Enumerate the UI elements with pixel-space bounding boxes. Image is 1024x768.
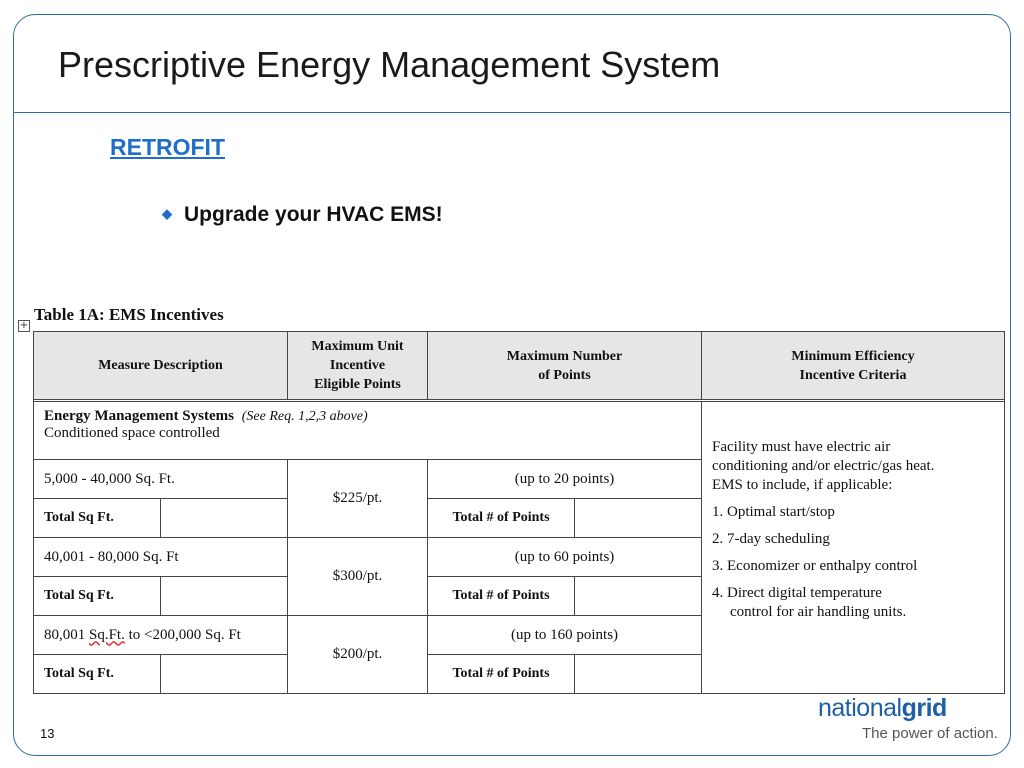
total-sqft-input[interactable] (161, 577, 288, 616)
header-max-number-points: Maximum Number of Points (428, 332, 702, 400)
tier-points-cell: (up to 60 points) (428, 538, 702, 577)
total-points-label: Total # of Points (428, 499, 575, 538)
ems-sub: Conditioned space controlled (44, 425, 220, 441)
tier-rate-cell: $225/pt. (288, 460, 428, 538)
header-min-efficiency-criteria: Minimum Efficiency Incentive Criteria (702, 332, 1005, 400)
total-sqft-label: Total Sq Ft. (34, 655, 161, 694)
tier-range-cell: 40,001 - 80,000 Sq. Ft (34, 538, 288, 577)
table-caption: Table 1A: EMS Incentives (34, 305, 224, 324)
criteria-intro-1: Facility must have electric air (712, 439, 891, 455)
header-max-unit-incentive: Maximum Unit Incentive Eligible Points (288, 332, 428, 400)
total-points-input[interactable] (575, 655, 702, 694)
total-points-input[interactable] (575, 577, 702, 616)
ems-description-cell (34, 402, 702, 460)
tier-rate-cell: $200/pt. (288, 616, 428, 694)
criteria-intro-2: conditioning and/or electric/gas heat. (712, 458, 935, 474)
total-sqft-input[interactable] (161, 499, 288, 538)
bullet-text: Upgrade your HVAC EMS! (184, 203, 443, 226)
section-heading: RETROFIT (110, 134, 225, 160)
tier-points-cell: (up to 160 points) (428, 616, 702, 655)
total-sqft-label: Total Sq Ft. (34, 577, 161, 616)
brand-tagline: The power of action. (862, 725, 998, 742)
criteria-item-3: 3. Economizer or enthalpy control (712, 558, 918, 574)
table-header-row (34, 332, 1005, 400)
page-number: 13 (40, 726, 55, 741)
table-move-handle-icon[interactable]: + (19, 320, 29, 331)
tier-points-cell: (up to 20 points) (428, 460, 702, 499)
criteria-item-1: 1. Optimal start/stop (712, 504, 835, 520)
total-points-label: Total # of Points (428, 577, 575, 616)
header-measure-description: Measure Description (34, 332, 288, 400)
ems-label: Energy Management Systems (44, 408, 234, 424)
tier-range-cell: 5,000 - 40,000 Sq. Ft. (34, 460, 288, 499)
tier-rate-cell: $300/pt. (288, 538, 428, 616)
total-sqft-input[interactable] (161, 655, 288, 694)
national-grid-logo: nationalgrid (818, 694, 947, 722)
bullet-item (162, 203, 443, 227)
criteria-intro-3: EMS to include, if applicable: (712, 477, 893, 493)
total-points-label: Total # of Points (428, 655, 575, 694)
total-sqft-label: Total Sq Ft. (34, 499, 161, 538)
total-points-input[interactable] (575, 499, 702, 538)
criteria-item-4b: control for air handling units. (730, 604, 907, 620)
ems-incentives-table (33, 331, 1005, 694)
criteria-item-2: 2. 7-day scheduling (712, 531, 830, 547)
criteria-cell (702, 402, 1005, 694)
page-title: Prescriptive Energy Management System (58, 44, 721, 85)
title-divider (13, 112, 1011, 113)
ems-note: (See Req. 1,2,3 above) (241, 409, 368, 424)
diamond-bullet-icon: ◆ (162, 206, 172, 221)
criteria-item-4a: 4. Direct digital temperature (712, 585, 882, 601)
tier-range-cell: 80,001 Sq.Ft. to <200,000 Sq. Ft (34, 616, 288, 655)
table-row (34, 402, 1005, 460)
